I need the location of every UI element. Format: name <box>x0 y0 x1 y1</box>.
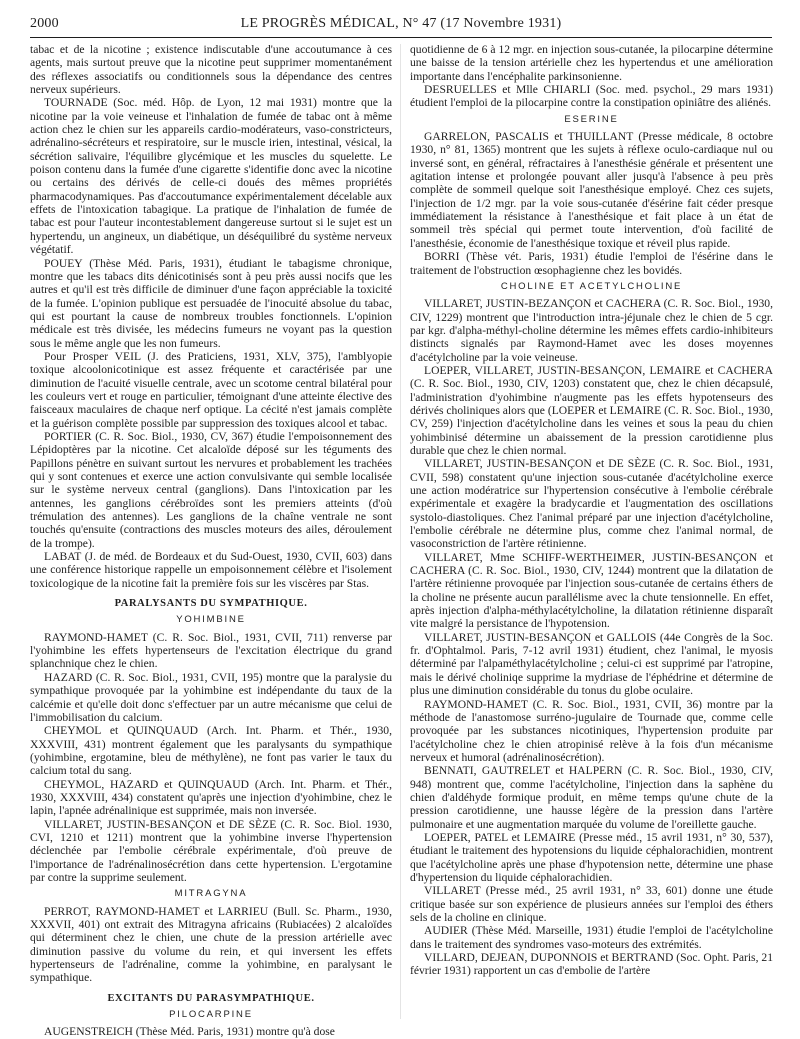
subsection-heading: ESERINE <box>564 113 619 125</box>
paragraph: AUDIER (Thèse Méd. Marseille, 1931) étudie l'emploi de l'acétylcholine dans le traitement des syndromes vaso-moteurs des extrémités. <box>410 924 773 951</box>
right-column <box>410 43 773 1023</box>
subsection-heading: MITRAGYNA <box>174 888 248 900</box>
subsection-heading: CHOLINE ET ACETYLCHOLINE <box>500 280 683 292</box>
paragraph: PERROT, RAYMOND-HAMET et LARRIEU (Bull. Sc. Pharm., 1930, XXXVII, 401) ont extrait des Mitragyna africains (Rubiacées) 2 alcaloïdes qui déterminent chez le chien, une chute de la pression artérielle avec diminution passive du volume du rein, et qui inversent les effets hypertenseurs de l'adrénaline, comme la yohimbine, en paralysant le sympathique. <box>30 904 392 985</box>
paragraph: LOEPER, VILLARET, JUSTIN-BESANÇON, LEMAIRE et CACHERA (C. R. Soc. Biol., 1930, CIV, 1203) constatent que, chez le chien décapsulé, l'administration d'yohimbine n'augmente pas les effets hypotenseurs des dérivés choliniques alors que (LOEPER et LEMAIRE (C. R. Soc. Biol., 1930, CV, 259) l'injection d'acétylcholine dans les veines et sous la peau du chien yohimbinisé détermine un abaissement de la pression carotidienne plus durable que chez le chien normal. <box>410 363 773 457</box>
paragraph: LOEPER, PATEL et LEMAIRE (Presse méd., 15 avril 1931, n° 30, 537), étudiant le traitement des hypotensions du liquide céphalorachidien, montrent que l'acétylcholine après une phase d'hypotension nette, détermine une phase d'hypertension du liquide céphalorachidien. <box>410 830 773 884</box>
paragraph: TOURNADE (Soc. méd. Hôp. de Lyon, 12 mai 1931) montre que la nicotine par la voie veineuse et l'inhalation de fumée de tabac ont à même action chez le chien sur les appareils cardio-modérateurs, vaso-constricteurs, adrénalino-sécréteurs et respiratoire, sur le muscle irien, intestinal, vésical, la sécrétion salivaire, l'équilibre glycémique et les muscles du squelette. Le poison contenu dans la fumée d'une cigarette s'identifie donc avec la nicotine ou certains des dérivés de celle-ci doués des mêmes propriétés pharmacodynamiques. Pas d'accoutumance expérimentalement décelable aux effets de l'intoxication tabagique. La pratique de l'inhalation de fumée de tabac est pour l'auteur incontestablement dangereuse surtout si le sujet est un hypertendu, un angineux, un diabétique, un déséquilibré du système nerveux végétatif. <box>30 96 392 257</box>
paragraph: VILLARET, JUSTIN-BESANÇON et DE SÈZE (C. R. Soc. Biol., 1931, CVII, 598) constatent qu'une injection sous-cutanée d'acétylcholine exerce une action modératrice sur l'hypertension consécutive à l'embolie cérébrale expérimentale et exagère la bradycardie et l'augmentation des oscillations systolo-diastoliques. Chez l'animal préparé par une injection d'acétylcholine, l'embolie cérébrale ne détermine plus, comme chez l'animal normal, de vasoconstriction de l'artère rétinienne. <box>410 457 773 551</box>
paragraph: RAYMOND-HAMET (C. R. Soc. Biol., 1931, CVII, 711) renverse par l'yohimbine les effets hypertenseurs de l'excitation électrique du grand splanchnique chez le chien. <box>30 630 392 671</box>
header-rule <box>30 37 772 38</box>
paragraph: BORRI (Thèse vét. Paris, 1931) étudie l'emploi de l'ésérine dans le traitement de l'obstruction œsophagienne chez les bovidés. <box>410 250 773 277</box>
paragraph: GARRELON, PASCALIS et THUILLANT (Presse médicale, 8 octobre 1930, n° 81, 1365) montrent que les sujets à réflexe oculo-cardiaque nul ou inversé sont, en général, réfractaires à l'anesthésie générale et présentent une agitation intense et prolongée pouvant aller jusqu'à l'absence à peu près complète de sommeil quelque soit l'anesthésique employé. Chez ces sujets, l'injection de 1/2 mgr. par la voie sous-cutanée d'ésérine fait céder presque immédiatement la résistance à l'anesthésique et fait place à un état de sommeil très spécial qui permet toute intervention, d'où facilité de l'anesthésie, économie de l'anesthésique toxique et réveil plus rapide. <box>410 130 773 250</box>
paragraph: BENNATI, GAUTRELET et HALPERN (C. R. Soc. Biol., 1930, CIV, 948) montrent que, comme l'acétylcholine, l'injection dans la saphène du chien d'aldéhyde formique produit, en même temps qu'une chute de la pression carotidienne, une hausse légère de la pression dans l'artère pulmonaire et une augmentation marquée du volume de l'oreillette gauche. <box>410 764 773 831</box>
column-gutter <box>400 44 401 1019</box>
paragraph: POUEY (Thèse Méd. Paris, 1931), étudiant le tabagisme chronique, montre que les tabacs dits dénicotinisés sont à peu près aussi nocifs que les autres et qu'il est très difficile de diminuer d'une façon appréciable la toxicité de la fumée. L'opinion publique est persuadée de l'inocuité absolue du tabac, qui est pourtant la cause de nombreux troubles fonctionnels. L'opinion médicale est très divisée, les médecins fumeurs ne voyant pas la question sous le même angle que les non fumeurs. <box>30 256 392 350</box>
subsection-heading: YOHIMBINE <box>176 614 246 626</box>
subsection-heading: PILOCARPINE <box>169 1009 253 1021</box>
paragraph: VILLARET, JUSTIN-BESANÇON et GALLOIS (44e Congrès de la Soc. fr. d'Ophtalmol. Paris, 7-12 avril 1931) étudient, chez l'animal, le myosis déterminé par l'alpaméthylacétylcholine ; celui-ci est supprimé par l'atropine, mais le dérivé choliniqe supprime la mydriase de l'éphédrine et détermine de plus une diminution considérable du tonus du globe oculaire. <box>410 630 773 698</box>
paragraph: Pour Prosper VEIL (J. des Praticiens, 1931, XLV, 375), l'amblyopie toxique alcoolonicotinique est assez fréquente et caractérisée par une diminution de l'acuité visuelle centrale, avec un scotome central bilatéral pour les couleurs vert et rouge en particulier, témoignant d'une atteinte élective des faisceaux maculaires de chaque nerf optique. La cécité n'est jamais complète et la guérison complète possible par suppression des toxiques alcool et tabac. <box>30 349 392 430</box>
paragraph: AUGENSTREICH (Thèse Méd. Paris, 1931) montre qu'à dose <box>44 1025 335 1039</box>
running-header <box>30 16 772 36</box>
paragraph: DESRUELLES et Mlle CHIARLI (Soc. med. psychol., 29 mars 1931) étudient l'emploi de la pilocarpine contre la constipation opiniâtre des aliénés. <box>410 83 773 110</box>
paragraph: VILLARD, DEJEAN, DUPONNOIS et BERTRAND (Soc. Opht. Paris, 21 février 1931) rapportent un cas d'embolie de l'artère <box>410 951 773 978</box>
paragraph: VILLARET (Presse méd., 25 avril 1931, n° 33, 601) donne une étude critique basée sur son expérience de plusieurs années sur l'emploi des éthers sels de la choline en clinique. <box>410 884 773 924</box>
paragraph: RAYMOND-HAMET (C. R. Soc. Biol., 1931, CVII, 36) montre par la méthode de l'anastomose surréno-jugulaire de Tournade que, comme celle provoquée par les substances nicotiniques, l'hypertension produite par l'acétylcholine chez le chien atropinisé relève à la fois d'un mécanisme nerveux et humoral (adrénalinosécrétion). <box>410 697 773 764</box>
paragraph: VILLARET, JUSTIN-BEZANÇON et CACHERA (C. R. Soc. Biol., 1930, CIV, 1229) montrent que l'introduction intra-jéjunale chez le chien de 5 cgr. par kgr. d'alpha-méthyl-choline détermine les mêmes effets cardio-inhibiteurs distincts signalés par Raymond-Hamet avec les doses moyennes d'acétylcholine par la voie veineuse. <box>410 297 773 364</box>
paragraph: PORTIER (C. R. Soc. Biol., 1930, CV, 367) étudie l'empoisonnement des Lépidoptères par la nicotine. Cet alcaloïde déposé sur les téguments des Papillons pénètre en suivant surtout les nervures et probablement les trachées qui y sont contenues et exerce une action convulsivante qui semble localisée sur le système nerveux central (ganglions). Dans l'intoxication par les antennes, les ganglions cérébroïdes sont les premiers atteints (d'où trémulation des antennes). Les ganglions de la chaîne ventrale ne sont touchés qu'ensuite (contractions des muscles moteurs des ailes, déroulement de la trompe). <box>30 429 392 550</box>
paragraph: VILLARET, Mme SCHIFF-WERTHEIMER, JUSTIN-BESANÇON et CACHERA (C. R. Soc. Biol., 1930, CIV, 1244) montrent que la dilatation de l'artère rétinienne provoquée par l'injection sous-cutanée de certains éthers de la choline ne présente aucun parallélisme avec la chute tensionnelle. En effet, après injection d'alpha-méthylacétylcholine, la dilatation rétinienne disparaît vite malgré la persistance de l'hypotension. <box>410 550 773 631</box>
paragraph: VILLARET, JUSTIN-BESANÇON et DE SÈZE (C. R. Soc. Biol. 1930, CVI, 1210 et 1211) montrent que la yohimbine inverse l'hypertension déclenchée par l'embolie cérébrale expérimentale, d'où preuve de l'importance de l'adrénalinosécrétion dans cette hypertension. L'ergotamine par contre la supprime seulement. <box>30 817 392 884</box>
paragraph: tabac et de la nicotine ; existence indiscutable d'une accoutumance à ces agents, mais surtout preuve que la nicotine peut supprimer momentanément des réflexes associatifs ou conditionnels sous la dépendance des centres nerveux supérieurs. <box>30 43 392 97</box>
paragraph: CHEYMOL et QUINQUAUD (Arch. Int. Pharm. et Thér., 1930, XXXVIII, 431) montrent également que les paralysants du sympathique (yohimbine, ergotamine, bleu de méthylène), ne font pas varier le taux du calcium total du sang. <box>30 724 392 778</box>
left-column <box>30 43 392 1039</box>
page-number: 2000 <box>30 16 59 31</box>
section-heading: EXCITANTS DU PARASYMPATHIQUE. <box>107 992 315 1004</box>
paragraph: LABAT (J. de méd. de Bordeaux et du Sud-Ouest, 1930, CVII, 603) dans une conférence historique rappelle un empoisonnement célèbre et l'isolement toxicologique de la nicotine fait la première fois sur les viscères par Stas. <box>30 550 392 590</box>
paragraph: CHEYMOL, HAZARD et QUINQUAUD (Arch. Int. Pharm. et Thér., 1930, XXXVIII, 434) constatent qu'après une injection d'yohimbine, chez le lapin, l'apnée adrénalinique est supprimée, mais non inversée. <box>30 777 392 818</box>
journal-title: LE PROGRÈS MÉDICAL, N° 47 (17 Novembre 1931) <box>240 16 562 31</box>
paragraph: HAZARD (C. R. Soc. Biol., 1931, CVII, 195) montre que la paralysie du sympathique provoquée par la yohimbine est indépendante du taux de la calcémie et qu'elle doit donc s'effectuer par un autre mécanisme que celui de l'immobilisation du calcium. <box>30 670 392 724</box>
section-heading: PARALYSANTS DU SYMPATHIQUE. <box>114 598 308 610</box>
paragraph: quotidienne de 6 à 12 mgr. en injection sous-cutanée, la pilocarpine détermine une baisse de la tension artérielle chez les hypertendus et une amélioration importante dans l'encéphalite parkinsonienne. <box>410 43 773 83</box>
